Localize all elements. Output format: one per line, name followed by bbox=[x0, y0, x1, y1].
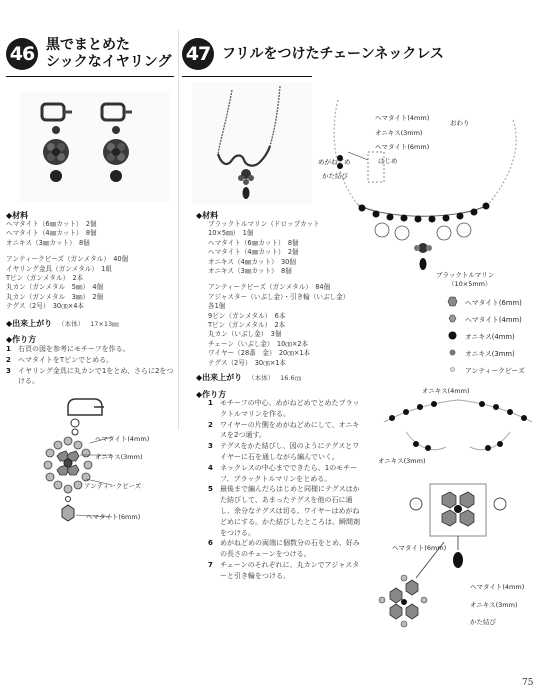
necklace-diagram bbox=[318, 80, 538, 290]
label-meganedome: めがねどめ bbox=[318, 158, 351, 166]
step-number: 3 bbox=[208, 442, 213, 451]
finished-size-heading bbox=[196, 372, 301, 383]
materials-item: Tピン（ガンメタル） 2本 bbox=[208, 321, 286, 330]
necklace-photo bbox=[192, 82, 312, 204]
materials-item: ワイヤー（28番 金） 20㎝×1本 bbox=[208, 349, 311, 358]
materials-item: 10×5㎜） 1個 bbox=[208, 229, 254, 238]
step bbox=[208, 560, 366, 582]
title-underline bbox=[182, 76, 312, 77]
steps-list bbox=[6, 344, 174, 387]
pendant-diagram bbox=[376, 392, 546, 652]
label-hematite-6mm: ヘマタイト(6mm) bbox=[86, 513, 141, 521]
label-hematite-6mm: ヘマタイト(6mm) bbox=[375, 143, 430, 151]
step-text: 右頁の図を参考にモチーフを作る。 bbox=[18, 345, 130, 353]
legend-item bbox=[448, 293, 525, 310]
step bbox=[208, 398, 366, 420]
project-number-badge: 46 bbox=[6, 38, 38, 70]
steps-heading: ◆作り方 bbox=[196, 390, 227, 399]
label-onyx-3mm: オニキス(3mm) bbox=[375, 129, 423, 137]
title-line-1: 黒でまとめた bbox=[46, 37, 130, 53]
circle-icon bbox=[448, 348, 457, 357]
steps-list bbox=[208, 398, 366, 582]
earring-photo bbox=[20, 92, 170, 202]
materials-item: オニキス（3㎜カット） 8個 bbox=[208, 267, 292, 276]
project-number-badge: 47 bbox=[182, 38, 214, 70]
legend-item bbox=[448, 327, 525, 344]
materials-item: 丸カン（ガンメタル 3㎜） 2個 bbox=[6, 292, 104, 301]
project-title: フリルをつけたチェーンネックレス bbox=[222, 46, 444, 62]
materials-item: アジャスター（いぶし金）・引き輪（いぶし金） bbox=[208, 292, 350, 301]
step-text: テグスをかた結びし、図のようにテグスとワイヤーに石を通しながら編んでいく。 bbox=[220, 442, 360, 461]
hexagon-icon bbox=[448, 297, 457, 306]
hexagon-icon bbox=[448, 314, 457, 323]
label-start: はじめ bbox=[378, 157, 398, 165]
finished-size-unit: （本体） bbox=[248, 374, 275, 382]
legend-label: アンティークビーズ bbox=[465, 366, 525, 375]
materials-item: オニキス（4㎜カット） 30個 bbox=[208, 257, 296, 266]
step bbox=[208, 484, 366, 538]
title-line-2: シックなイヤリング bbox=[46, 54, 172, 70]
materials-item: アンティークビーズ（ガンメタル） 40個 bbox=[6, 255, 129, 264]
finished-size-label: ◆出来上がり bbox=[6, 319, 53, 328]
finished-size-value: 16.6㎝ bbox=[280, 374, 302, 382]
label-onyx-4mm: オニキス(4mm) bbox=[422, 387, 470, 395]
step bbox=[208, 463, 366, 485]
step-text: ネックレスの中心までできたら、1のモチーフ、ブラックトルマリンをとめる。 bbox=[220, 463, 358, 483]
legend-item bbox=[448, 310, 525, 327]
step-text: ワイヤーの片側をめがねどめにして、オニキスを2つ通す。 bbox=[220, 420, 360, 440]
step-number: 2 bbox=[208, 420, 213, 429]
materials-item: 丸カン（ガンメタル 5㎜） 4個 bbox=[6, 283, 104, 292]
label-onyx-4mm-small: オニキス(3mm) bbox=[470, 601, 518, 609]
step-text: めがねどめの両端に個数分の石をとめ、好みの長さのチェーンをつける。 bbox=[220, 539, 360, 559]
legend-label: ヘマタイト(4mm) bbox=[465, 315, 522, 324]
legend-item bbox=[448, 361, 525, 378]
legend-label: ヘマタイト(6mm) bbox=[465, 298, 522, 307]
materials-heading: ◆材料 bbox=[6, 211, 29, 220]
label-square-knot-small: かた結び bbox=[470, 618, 496, 626]
step bbox=[6, 355, 174, 366]
legend-label: オニキス(3mm) bbox=[465, 349, 515, 358]
materials-item: 9ピン（ガンメタル） 6本 bbox=[208, 311, 286, 320]
earring-illustration bbox=[20, 92, 170, 202]
materials-item: テグス（2号） 30㎝×1本 bbox=[208, 358, 287, 367]
materials-item: チェーン（いぶし金） 10㎝×2本 bbox=[208, 339, 309, 348]
earring-left bbox=[42, 104, 72, 182]
materials-item: ヘマタイト（4㎜カット） 8個 bbox=[6, 229, 97, 238]
materials-item: 各1個 bbox=[208, 302, 226, 311]
step bbox=[208, 538, 366, 560]
finished-size-value: 17×13㎜ bbox=[90, 320, 119, 328]
step-number: 7 bbox=[208, 560, 213, 569]
label-hematite-4mm: ヘマタイト(4mm) bbox=[95, 435, 150, 443]
step-number: 3 bbox=[6, 366, 11, 375]
label-square-knot: かた結び bbox=[322, 172, 348, 180]
materials-item: Tピン（ガンメタル） 2本 bbox=[6, 274, 84, 283]
materials-item: アンティークビーズ（ガンメタル） 84個 bbox=[208, 283, 331, 292]
materials-item: テグス（2号） 30㎝×4本 bbox=[6, 302, 85, 311]
step-text: モチーフの中心、めがねどめでとめたブラックトルマリンを作る。 bbox=[220, 399, 360, 418]
label-onyx-3mm: オニキス(3mm) bbox=[378, 457, 426, 465]
label-onyx-3mm: オニキス(3mm) bbox=[95, 453, 143, 461]
step-number: 6 bbox=[208, 539, 213, 548]
step-number: 1 bbox=[6, 345, 11, 353]
page-number: 75 bbox=[522, 678, 534, 688]
materials-item: ヘマタイト（6㎜カット） 2個 bbox=[6, 220, 97, 228]
materials-item: ヘマタイト（4㎜カット） 2個 bbox=[208, 248, 299, 257]
label-black-tourmaline-size: （10×5mm） bbox=[448, 280, 492, 288]
title-underline bbox=[6, 76, 174, 77]
label-hematite-6mm-small: ヘマタイト(4mm) bbox=[470, 583, 525, 591]
circle-icon bbox=[448, 331, 457, 340]
step bbox=[208, 420, 366, 442]
step-number: 5 bbox=[208, 485, 213, 494]
label-hematite-6mm: ヘマタイト(6mm) bbox=[392, 544, 447, 552]
materials-list bbox=[6, 220, 176, 312]
label-antique-beads: アンティークビーズ bbox=[84, 482, 142, 490]
step-text: イヤリング金具に丸カンで1をとめ、さらに2をつける。 bbox=[18, 366, 174, 386]
finished-size-unit: （本体） bbox=[58, 320, 85, 328]
step bbox=[6, 344, 174, 355]
label-hematite-4mm: ヘマタイト(4mm) bbox=[375, 114, 430, 122]
materials-item: オニキス（3㎜カット） 8個 bbox=[6, 238, 90, 247]
step bbox=[208, 441, 366, 463]
materials-item: イヤリング金具（ガンメタル） 1組 bbox=[6, 264, 113, 273]
step-number: 2 bbox=[6, 355, 11, 364]
column-divider bbox=[178, 30, 179, 430]
legend-label: オニキス(4mm) bbox=[465, 332, 515, 341]
label-end: おわり bbox=[450, 119, 470, 127]
finished-size-heading bbox=[6, 318, 119, 329]
step-text: チェーンのそれぞれに、丸カンでアジャスターと引き輪をつける。 bbox=[220, 560, 360, 580]
step-text: 最後まで編んだらはじめと同様にテグスはかた結びして、あまったテグスを他の石に通し、余分なテグスは切る。ワイヤーはめがねどめにする。かた結びしたところは、瞬間剤をつける。 bbox=[220, 485, 360, 537]
step-number: 1 bbox=[208, 399, 213, 407]
step bbox=[6, 366, 174, 388]
earring-right bbox=[102, 104, 132, 182]
necklace-illustration bbox=[192, 82, 312, 204]
step-text: ヘマタイトをTピンでとめる。 bbox=[18, 355, 114, 364]
finished-size-label: ◆出来上がり bbox=[196, 373, 243, 382]
materials-heading: ◆材料 bbox=[196, 211, 219, 220]
materials-item: ブラックトルマリン（ドロップカット bbox=[208, 220, 320, 228]
project-title bbox=[46, 37, 171, 71]
legend-item bbox=[448, 344, 525, 361]
bead-legend bbox=[448, 293, 525, 378]
materials-item: 丸カン（いぶし金） 3個 bbox=[208, 330, 282, 339]
materials-item: ヘマタイト（6㎜カット） 8個 bbox=[208, 238, 299, 247]
steps-heading: ◆作り方 bbox=[6, 335, 37, 344]
circle-icon bbox=[448, 365, 457, 374]
step-number: 4 bbox=[208, 463, 213, 472]
label-black-tourmaline: ブラックトルマリン bbox=[436, 271, 495, 279]
